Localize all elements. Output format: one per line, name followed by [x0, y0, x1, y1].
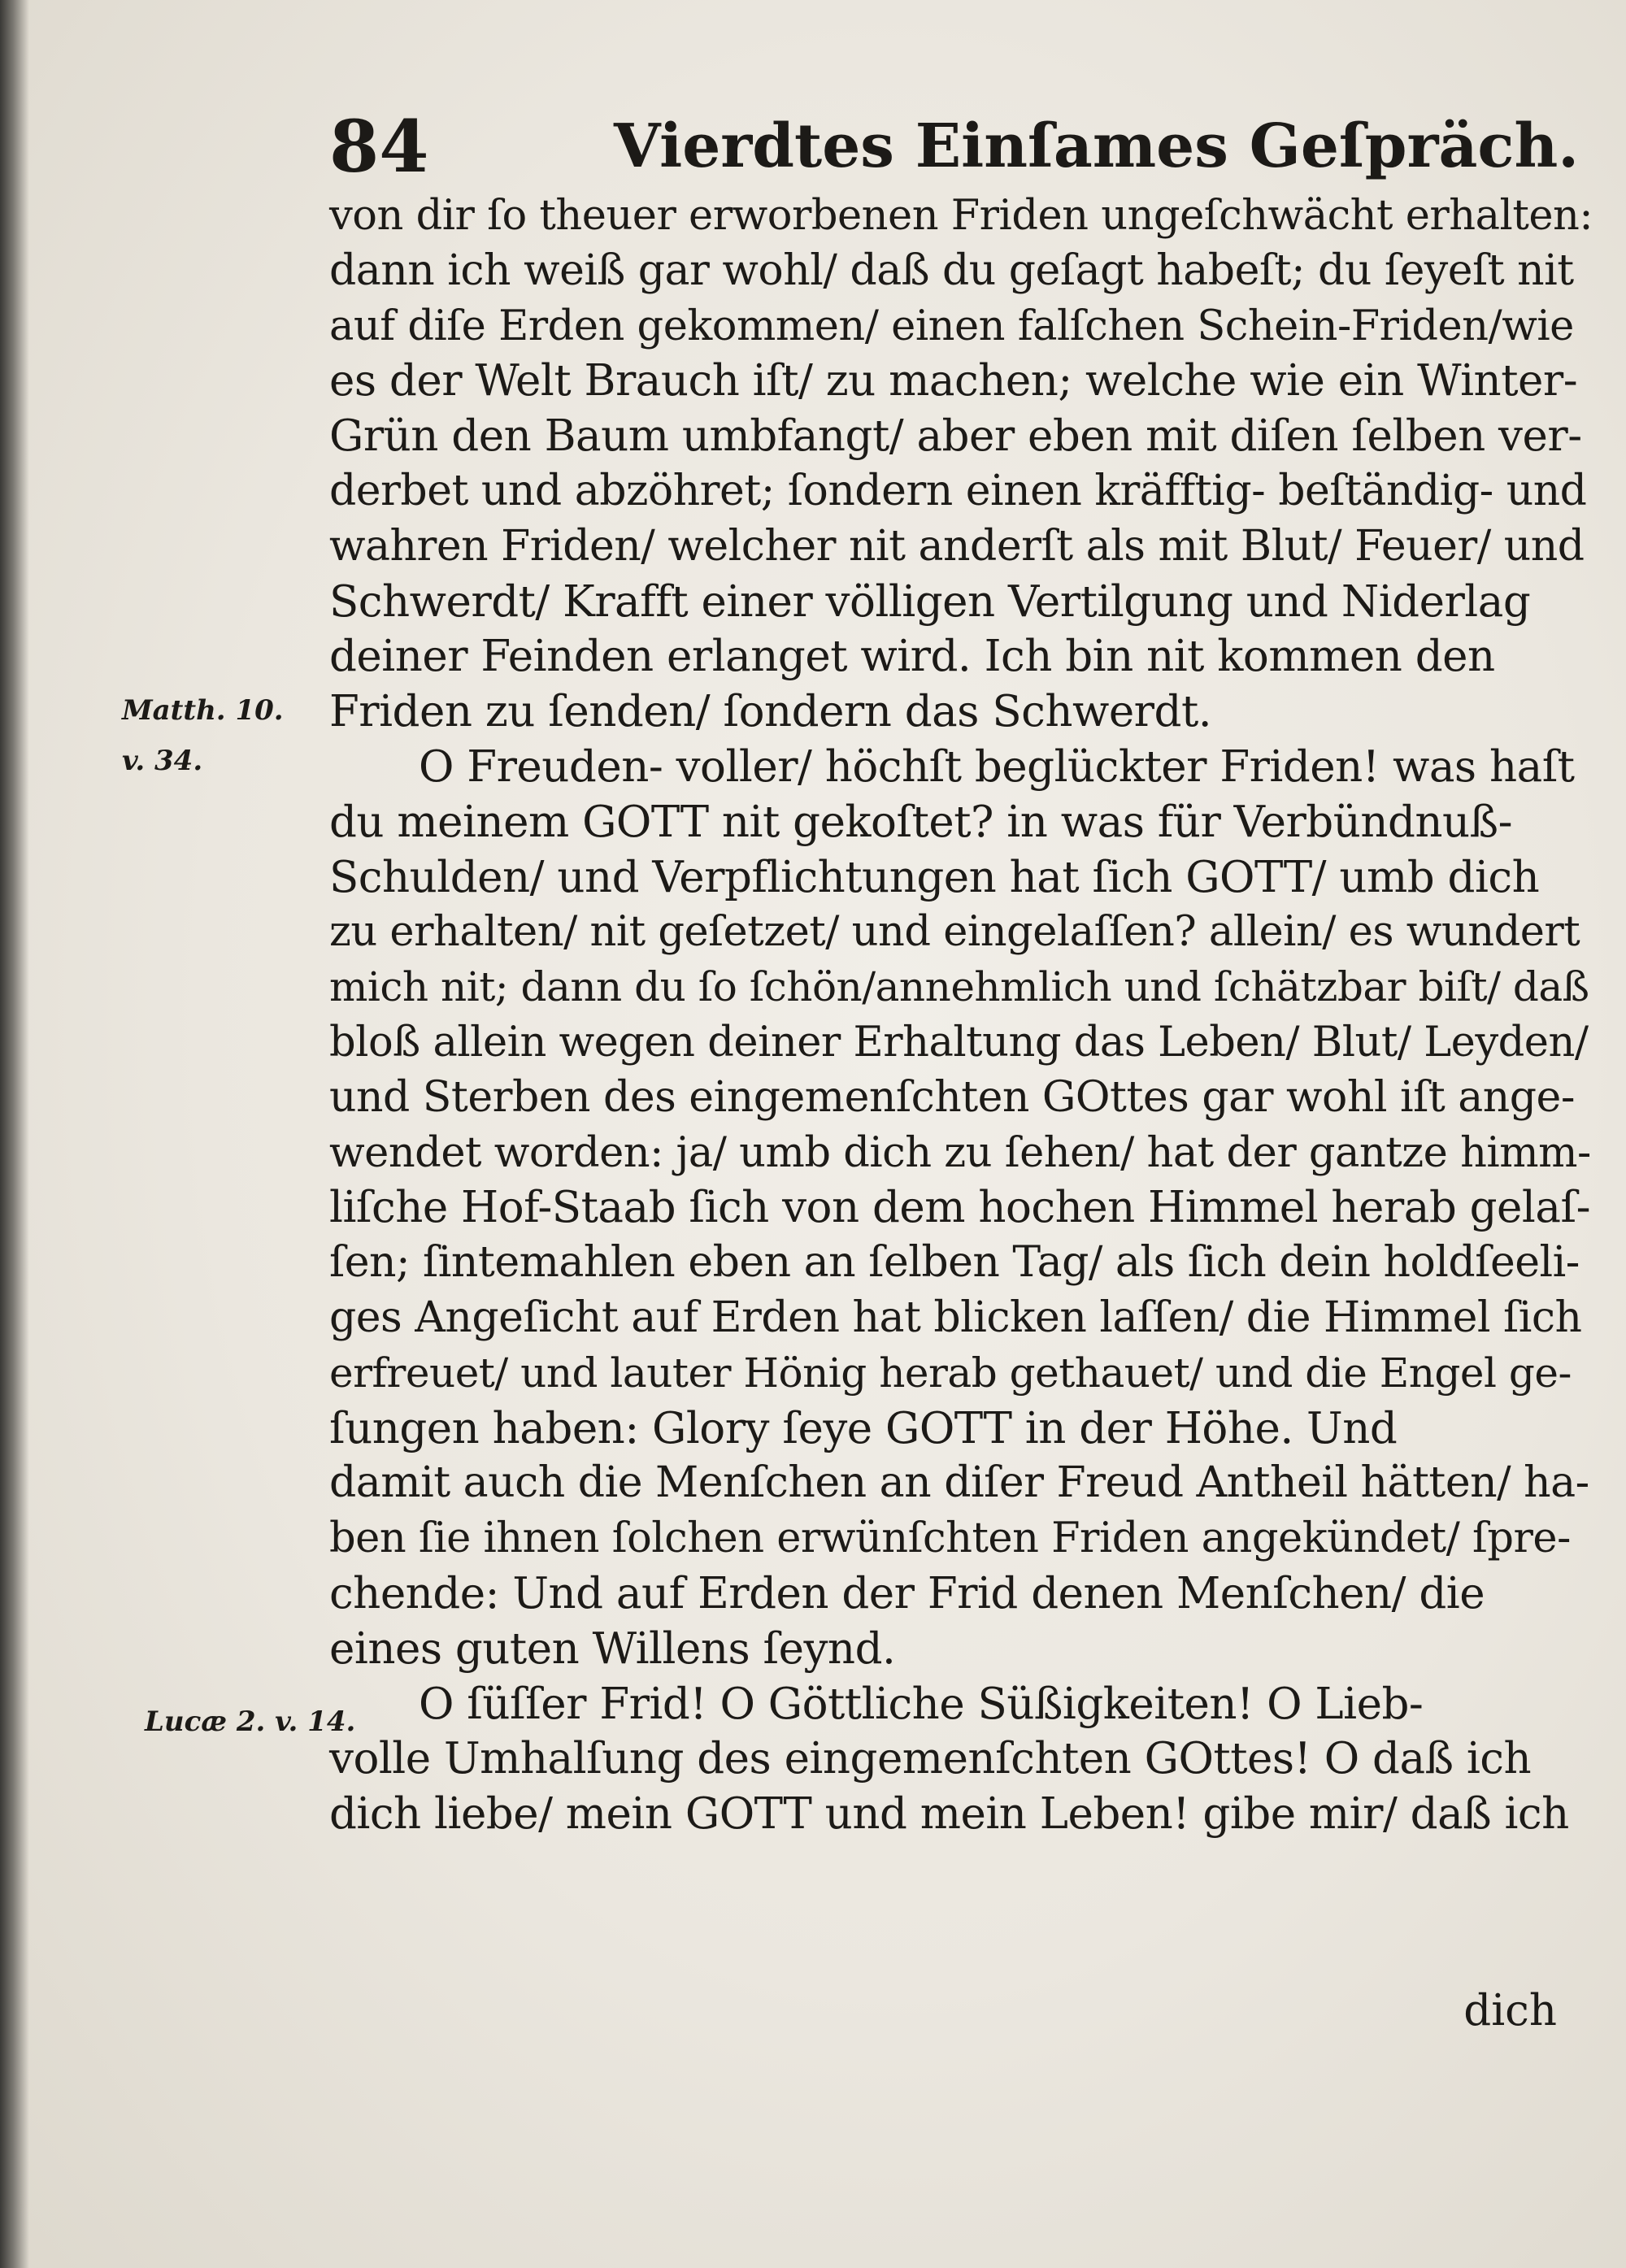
marginal-note-luke: Lucæ 2. v. 14. [145, 1705, 356, 1738]
text-line: es der Welt Brauch iſt/ zu machen; welche wie ein Winter- [329, 356, 1578, 406]
text-line: volle Umhalſung des eingemenſchten GOttes! O daß ich [329, 1734, 1532, 1784]
page-gutter-shadow [0, 0, 29, 2268]
text-line: ges Angeſicht auf Erden hat blicken laſſen/ die Himmel ſich [329, 1293, 1582, 1342]
text-line: O Freuden- voller/ höchſt beglückter Friden! was haſt [419, 741, 1575, 792]
text-line: O ſüſſer Frid! O Göttliche Süßigkeiten! O Lieb- [419, 1679, 1424, 1729]
text-line: und Sterben des eingemenſchten GOttes gar wohl iſt ange- [329, 1072, 1575, 1122]
catchword: dich [1463, 1986, 1557, 2036]
body-text [329, 189, 1593, 1842]
text-line: auf diſe Erden gekommen/ einen falſchen Schein-Friden/wie [329, 302, 1574, 350]
text-line: erfreuet/ und lauter Hönig herab gethauet/ und die Engel ge- [329, 1349, 1572, 1397]
text-line: wendet worden: ja/ umb dich zu ſehen/ hat der gantze himm- [329, 1128, 1591, 1177]
text-line: derbet und abzöhret; ſondern einen kräfftig- beſtändig- und [329, 466, 1587, 515]
text-line: ſen; ſintemahlen eben an ſelben Tag/ als ſich dein holdſeeli- [329, 1238, 1580, 1288]
text-line: Schwerdt/ Krafft einer völligen Vertilgung und Niderlag [329, 576, 1531, 627]
text-line: ben ſie ihnen ſolchen erwünſchten Friden angekündet/ ſpre- [329, 1514, 1571, 1563]
text-line: Schulden/ und Verpflichtungen hat ſich GOTT/ umb dich [329, 852, 1540, 902]
running-head [329, 104, 1580, 189]
text-line: damit auch die Menſchen an diſer Freud Antheil hätten/ ha- [329, 1458, 1589, 1508]
text-line: ſungen haben: Glory ſeye GOTT in der Höhe. Und [329, 1403, 1398, 1453]
text-line: bloß allein wegen deiner Erhaltung das Leben/ Blut/ Leyden/ [329, 1018, 1589, 1067]
text-line: mich nit; dann du ſo ſchön/annehmlich und ſchätzbar biſt/ daß [329, 963, 1589, 1011]
text-line: von dir ſo theuer erworbenen Friden ungeſchwächt erhalten: [329, 192, 1593, 240]
text-line: dich liebe/ mein GOTT und mein Leben! gibe mir/ daß ich [329, 1789, 1569, 1840]
text-line: Grün den Baum umbfangt/ aber eben mit diſen ſelben ver- [329, 411, 1582, 462]
text-line: zu erhalten/ nit geſetzet/ und eingelaſſen? allein/ es wundert [329, 908, 1580, 957]
text-line: du meinem GOTT nit gekoſtet? in was für Verbündnuß- [329, 797, 1512, 847]
marginal-note-matthew-verse: v. 34. [122, 745, 203, 777]
running-head-title: Vierdtes Einſames Geſpräch. [614, 111, 1580, 181]
text-line: liſche Hof-Staab ſich von dem hochen Himmel herab gelaſ- [329, 1183, 1590, 1233]
page-number: 84 [329, 104, 429, 189]
text-line: Friden zu ſenden/ ſondern das Schwerdt. [329, 687, 1212, 737]
text-line: eines guten Willens ſeynd. [329, 1623, 896, 1674]
text-line: chende: Und auf Erden der Frid denen Menſchen/ die [329, 1568, 1485, 1618]
text-line: wahren Friden/ welcher nit anderſt als mit Blut/ Feuer/ und [329, 521, 1585, 571]
marginal-note-matthew: Matth. 10. [122, 694, 284, 727]
text-line: deiner Feinden erlanget wird. Ich bin nit kommen den [329, 632, 1495, 682]
text-line: dann ich weiß gar wohl/ daß du geſagt habeſt; du ſeyeſt nit [329, 245, 1574, 295]
